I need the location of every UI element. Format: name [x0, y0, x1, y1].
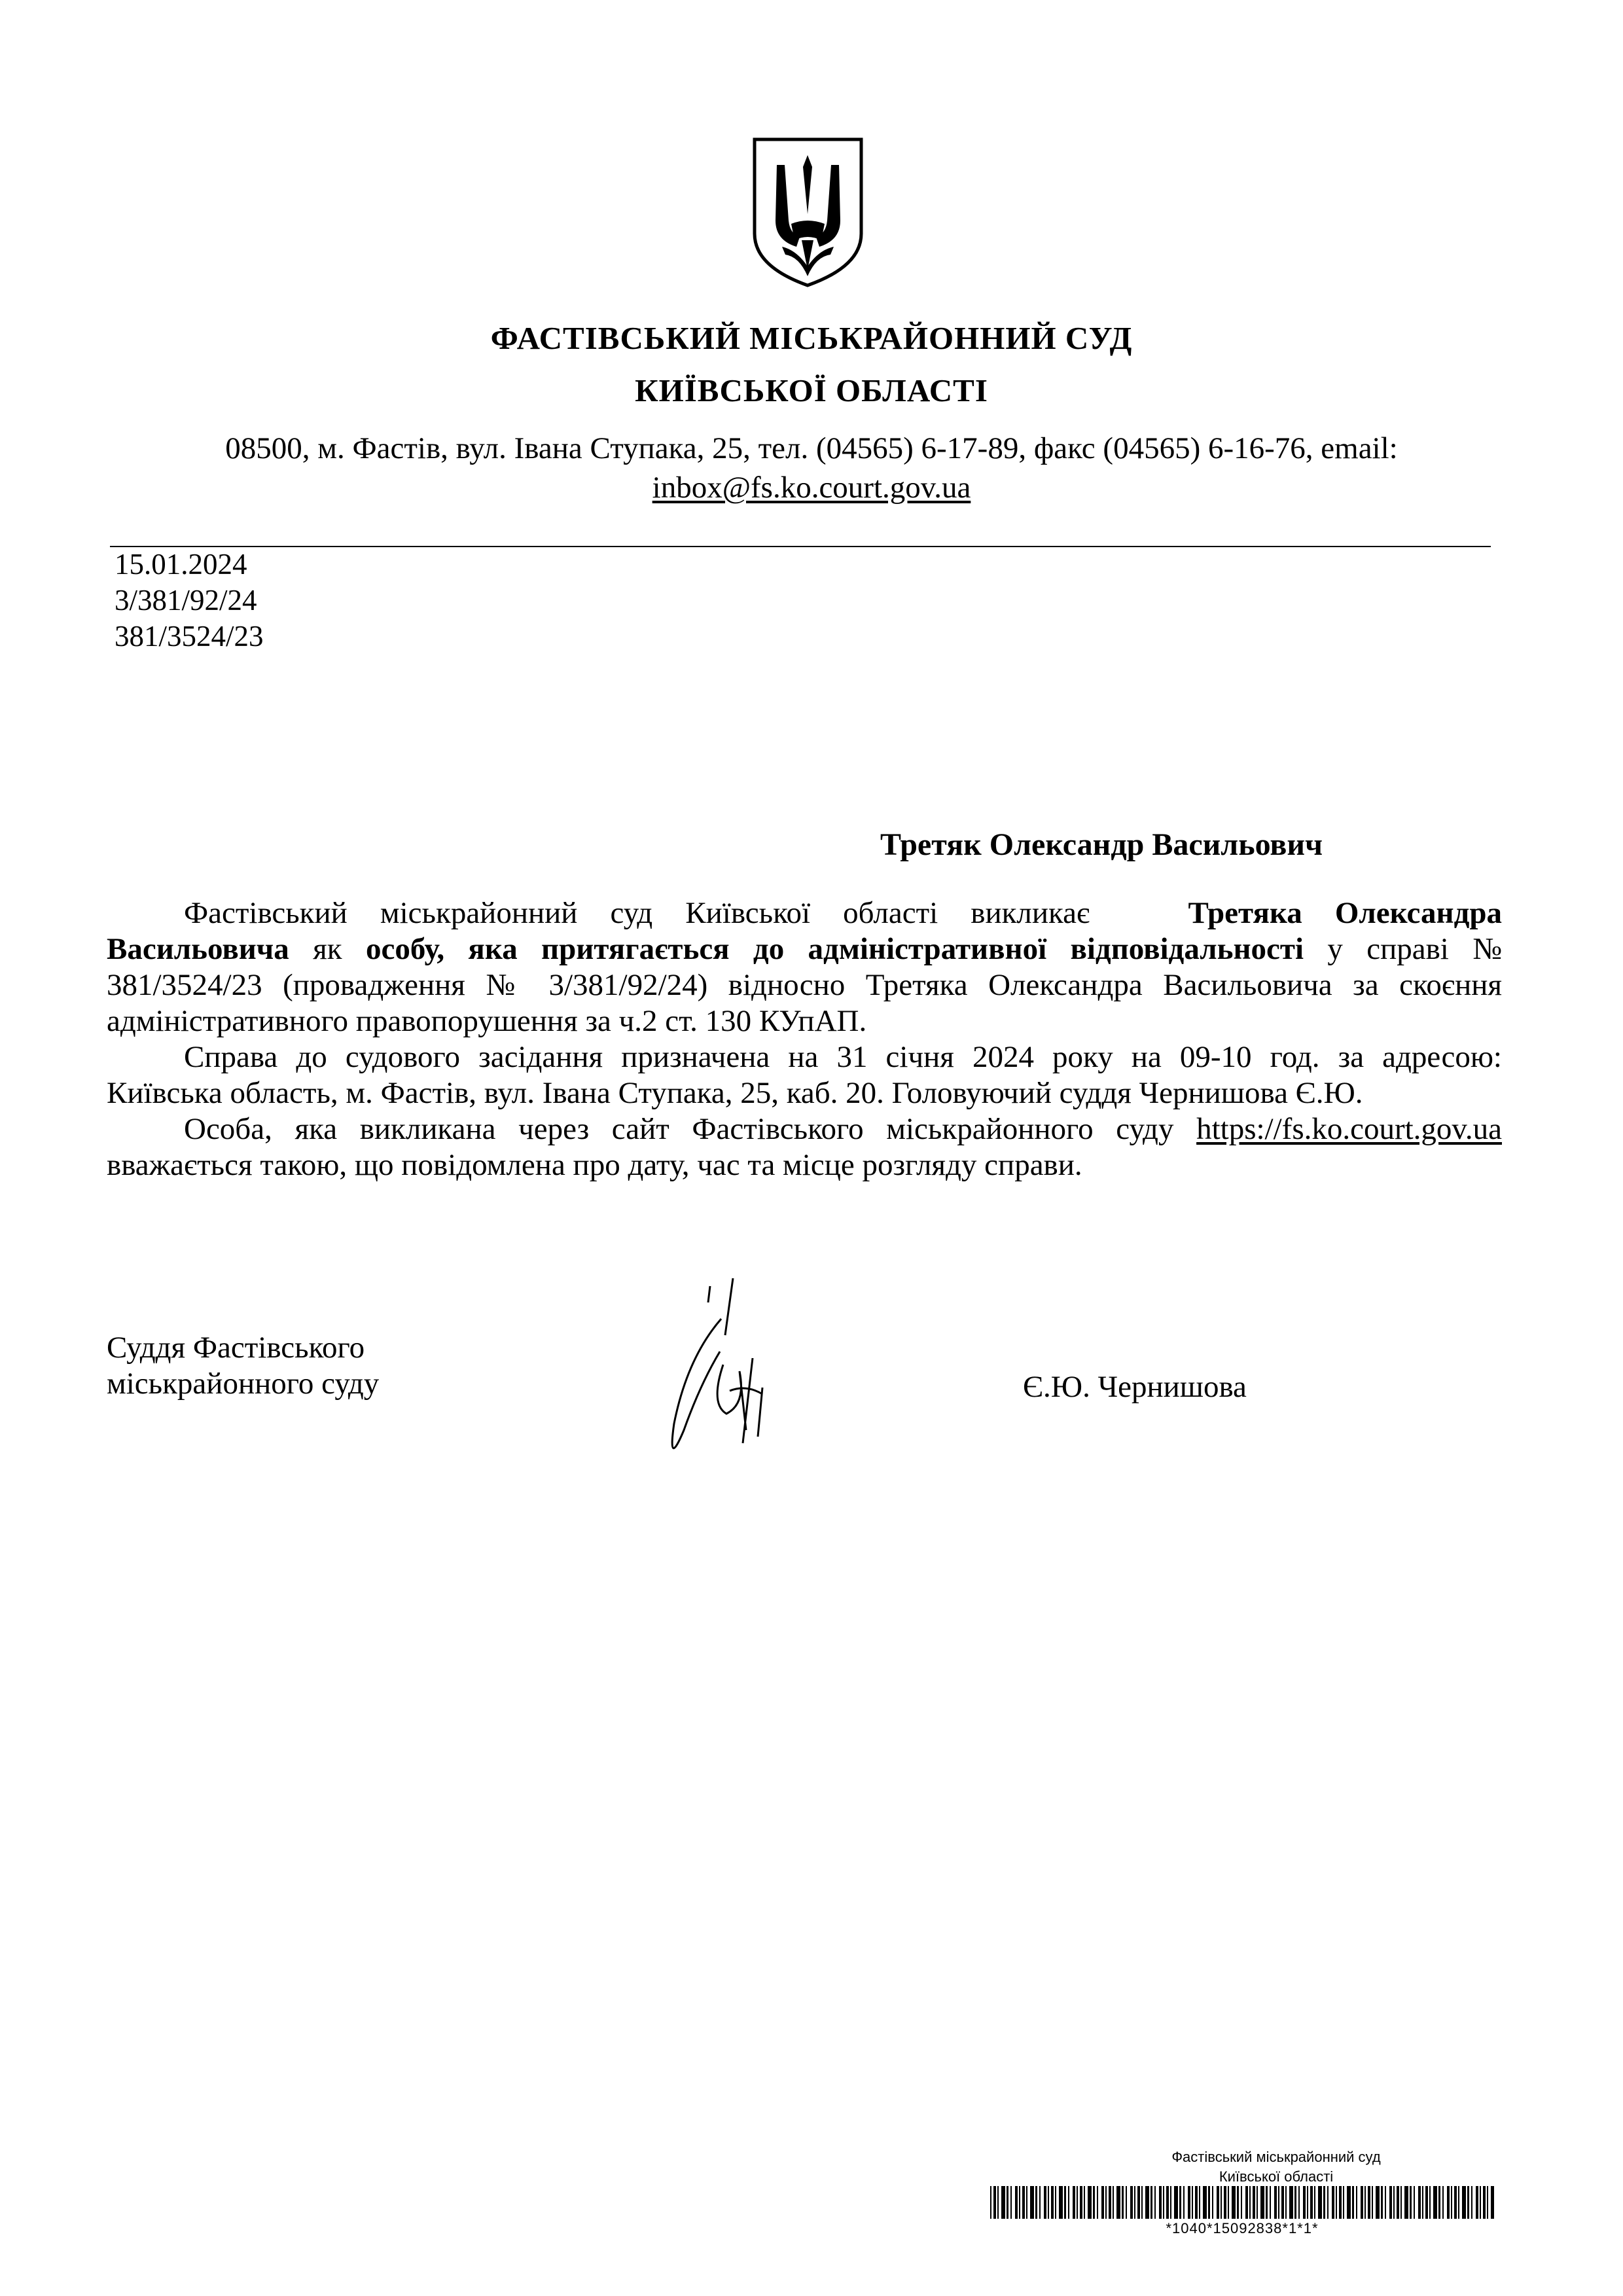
signer-title	[107, 1330, 379, 1402]
header-divider	[110, 546, 1491, 547]
summoned-person-patronymic: Васильовича	[107, 932, 289, 966]
p1-line3: 381/3524/23 (провадження № 3/381/92/24) відносно Третяка Олександра Васильовича за скоєння	[107, 968, 1502, 1002]
p1-line4: адміністративного правопорушення за ч.2 ст. 130 КУпАП.	[107, 1004, 867, 1038]
p2-line2: Київська область, м. Фастів, вул. Івана Ступака, 25, каб. 20. Головуючий суддя Чернишова Є.Ю.	[107, 1076, 1363, 1110]
p3-line1	[107, 1111, 1502, 1147]
court-region: КИЇВСЬКОЇ ОБЛАСТІ	[635, 372, 988, 408]
person-status: особу, яка притягається до адміністративної відповідальності	[365, 932, 1304, 966]
p1-line1	[107, 895, 1502, 931]
p3-text: Особа, яка викликана через сайт Фастівського міськрайонного суду	[184, 1112, 1174, 1146]
court-website-link[interactable]: https://fs.ko.court.gov.ua	[1196, 1112, 1502, 1146]
judge-name: Є.Ю. Чернишова	[1023, 1370, 1247, 1404]
summoned-person-name: Третяка Олександра	[1188, 896, 1502, 930]
coat-of-arms-icon	[751, 135, 865, 289]
p3-line2: вважається такою, що повідомлена про дату, час та місце розгляду справи.	[107, 1148, 1082, 1182]
p1-text: як	[313, 932, 342, 966]
barcode-icon	[990, 2186, 1494, 2219]
court-address: 08500, м. Фастів, вул. Івана Ступака, 25, тел. (04565) 6-17-89, факс (04565) 6-16-76, email:	[225, 431, 1398, 465]
p2-line1: Справа до судового засідання призначена на 31 січня 2024 року на 09-10 год. за адресою:	[184, 1040, 1502, 1074]
proceeding-number: 3/381/92/24	[115, 584, 257, 617]
court-email-line	[0, 470, 1623, 505]
court-name: ФАСТІВСЬКИЙ МІСЬКРАЙОННИЙ СУД	[490, 320, 1133, 356]
document-date: 15.01.2024	[115, 548, 247, 581]
signer-title-line2: міськрайонного суду	[107, 1367, 380, 1401]
stamp-court-name: Фастівський міськрайонний суд	[1171, 2149, 1381, 2165]
summons-body	[107, 895, 1502, 1183]
barcode-number: *1040*15092838*1*1*	[1166, 2220, 1319, 2236]
p1-text: Фастівський міськрайонний суд Київської області викликає	[184, 896, 1090, 930]
stamp-region: Київської області	[1219, 2168, 1334, 2185]
court-email-link[interactable]: inbox@fs.ko.court.gov.ua	[652, 471, 971, 505]
p1-line2	[107, 931, 1502, 967]
p1-text: у справі №	[1327, 932, 1503, 966]
signer-title-line1: Суддя Фастівського	[107, 1331, 365, 1365]
handwritten-signature	[648, 1273, 798, 1482]
case-number: 381/3524/23	[115, 620, 264, 653]
addressee-name: Третяк Олександр Васильович	[880, 827, 1323, 862]
